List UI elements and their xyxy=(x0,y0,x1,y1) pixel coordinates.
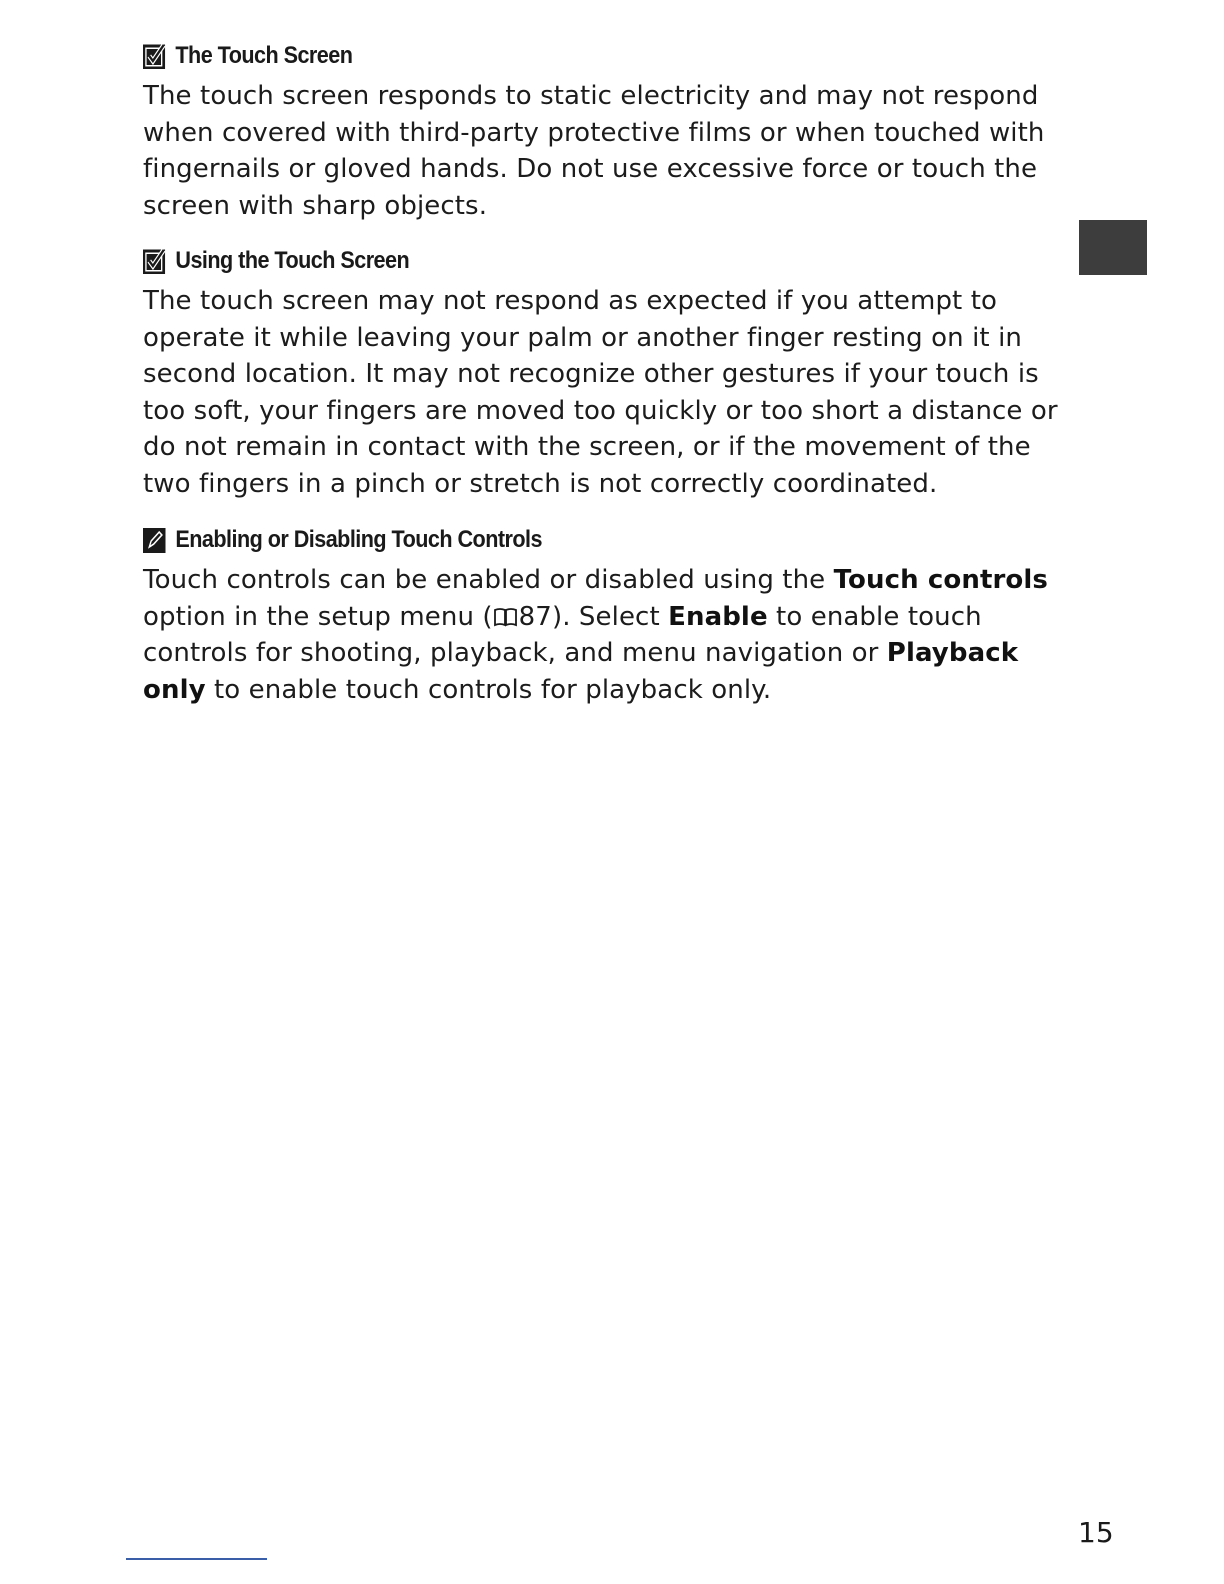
section-title: The Touch Screen xyxy=(175,42,353,69)
book-reference-icon xyxy=(493,602,519,624)
section-heading xyxy=(143,524,971,556)
section-title: Enabling or Disabling Touch Controls xyxy=(175,526,542,553)
section-touch-screen xyxy=(143,40,1063,224)
section-enabling-touch-controls xyxy=(143,524,1063,708)
page-number: 15 xyxy=(1078,1516,1114,1549)
page-reference: 87 xyxy=(518,601,552,632)
enable-option: Enable xyxy=(668,601,768,632)
section-body: The touch screen responds to static electricity and may not respond when covered with third-party protective films or when touched with fingernails or gloved hands. Do not use excessive force or touch the screen with sharp objects. xyxy=(143,81,1045,221)
section-body: The touch screen may not respond as expected if you attempt to operate it while leaving your palm or another finger resting on it in second location. It may not recognize other gestures if your touch is too soft, your fingers are moved too quickly or too short a distance or do not remain in contact with the screen, or if the movement of the two fingers in a pinch or stretch is not correctly coordinated. xyxy=(143,286,1058,499)
caution-check-icon xyxy=(143,43,166,69)
caution-check-icon xyxy=(143,248,166,274)
section-using-touch-screen xyxy=(143,245,1063,502)
footer-rule xyxy=(126,1558,267,1560)
section-heading xyxy=(143,40,971,72)
touch-controls-option: Touch controls xyxy=(833,565,1048,595)
section-title: Using the Touch Screen xyxy=(175,247,410,274)
chapter-tab-marker xyxy=(1079,220,1147,275)
pencil-note-icon xyxy=(143,527,166,553)
playback-only-option: Playback only xyxy=(143,638,1019,705)
section-heading xyxy=(143,245,971,277)
section-body: Touch controls can be enabled or disabled using the Touch controls option in the setup menu ( 87). Select Enable to enable touch controls for shooting, playback, and menu navigation or Playback only to enable touch controls for playback only. xyxy=(143,565,1048,705)
